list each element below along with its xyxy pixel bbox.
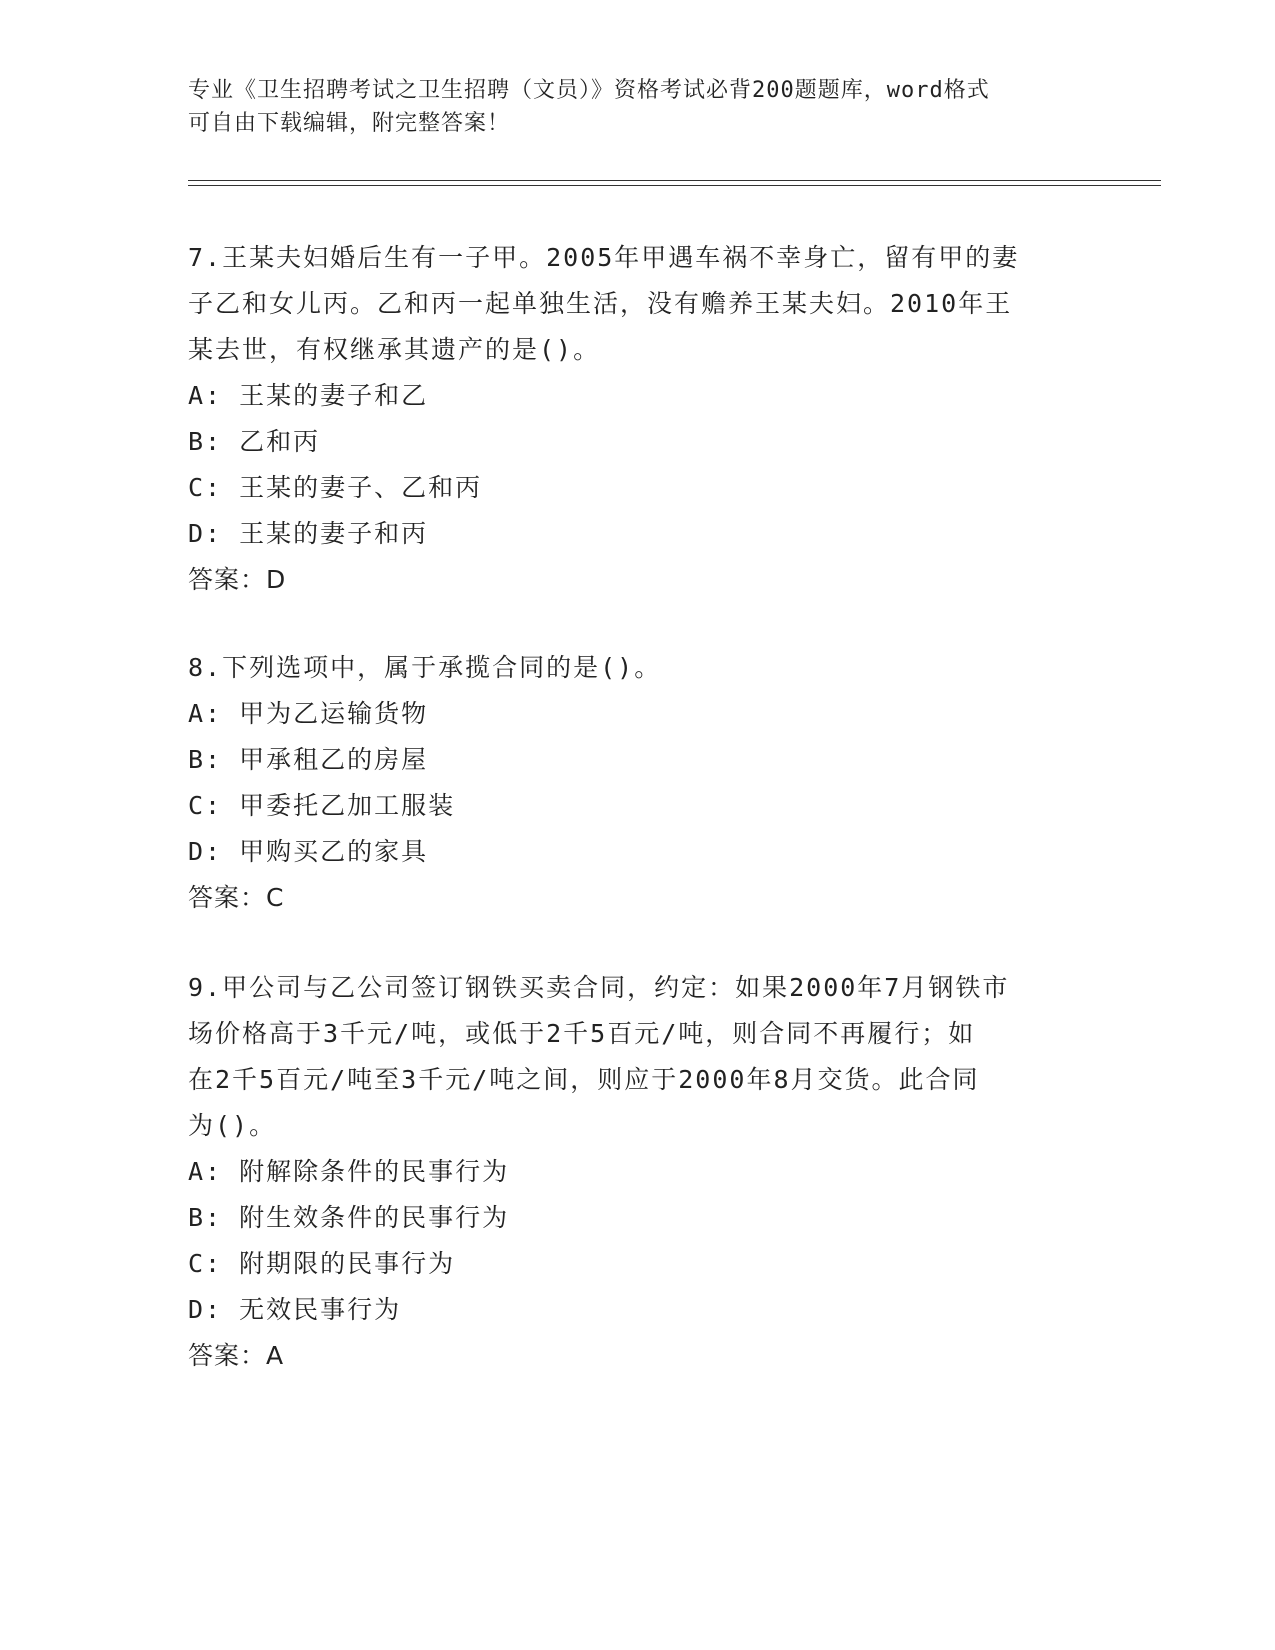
question-stem-line: 某去世，有权继承其遗产的是()。 [188, 335, 601, 364]
option-b: B: 附生效条件的民事行为 [188, 1203, 510, 1232]
option-d: D: 无效民事行为 [188, 1295, 402, 1324]
header-divider-bottom [188, 185, 1161, 186]
option-c: C: 附期限的民事行为 [188, 1249, 456, 1278]
option-c: C: 王某的妻子、乙和丙 [188, 473, 483, 502]
header-line-2: 可自由下载编辑，附完整答案！ [188, 111, 511, 136]
option-c: C: 甲委托乙加工服装 [188, 791, 456, 820]
option-d: D: 甲购买乙的家具 [188, 837, 429, 866]
header-divider-top [188, 180, 1161, 181]
option-a: A: 附解除条件的民事行为 [188, 1157, 510, 1186]
question-stem-line: 8.下列选项中，属于承揽合同的是()。 [188, 653, 662, 682]
question-8 [188, 645, 1088, 921]
option-b: B: 甲承租乙的房屋 [188, 745, 429, 774]
question-stem-line: 场价格高于3千元/吨，或低于2千5百元/吨，则合同不再履行；如 [188, 1019, 976, 1048]
option-b: B: 乙和丙 [188, 427, 321, 456]
option-a: A: 甲为乙运输货物 [188, 699, 429, 728]
question-stem-line: 为()。 [188, 1111, 277, 1140]
question-stem-line: 9.甲公司与乙公司签订钢铁买卖合同，约定：如果2000年7月钢铁市 [188, 973, 1010, 1002]
question-stem [188, 645, 1088, 691]
question-stem-line: 在2千5百元/吨至3千元/吨之间，则应于2000年8月交货。此合同 [188, 1065, 980, 1094]
question-9 [188, 965, 1088, 1379]
header-line-1: 专业《卫生招聘考试之卫生招聘（文员）》资格考试必背200题题库，word格式 [188, 78, 990, 103]
option-d: D: 王某的妻子和丙 [188, 519, 429, 548]
option-a: A: 王某的妻子和乙 [188, 381, 429, 410]
question-stem-line: 子乙和女儿丙。乙和丙一起单独生活，没有赡养王某夫妇。2010年王 [188, 289, 1013, 318]
document-header [188, 74, 1088, 140]
answer-line: 答案：A [188, 1341, 285, 1370]
question-stem-line: 7.王某夫妇婚后生有一子甲。2005年甲遇车祸不幸身亡，留有甲的妻 [188, 243, 1020, 272]
question-7 [188, 235, 1088, 603]
question-stem [188, 965, 1088, 1149]
question-stem [188, 235, 1088, 373]
answer-line: 答案：C [188, 883, 285, 912]
answer-line: 答案：D [188, 565, 287, 594]
